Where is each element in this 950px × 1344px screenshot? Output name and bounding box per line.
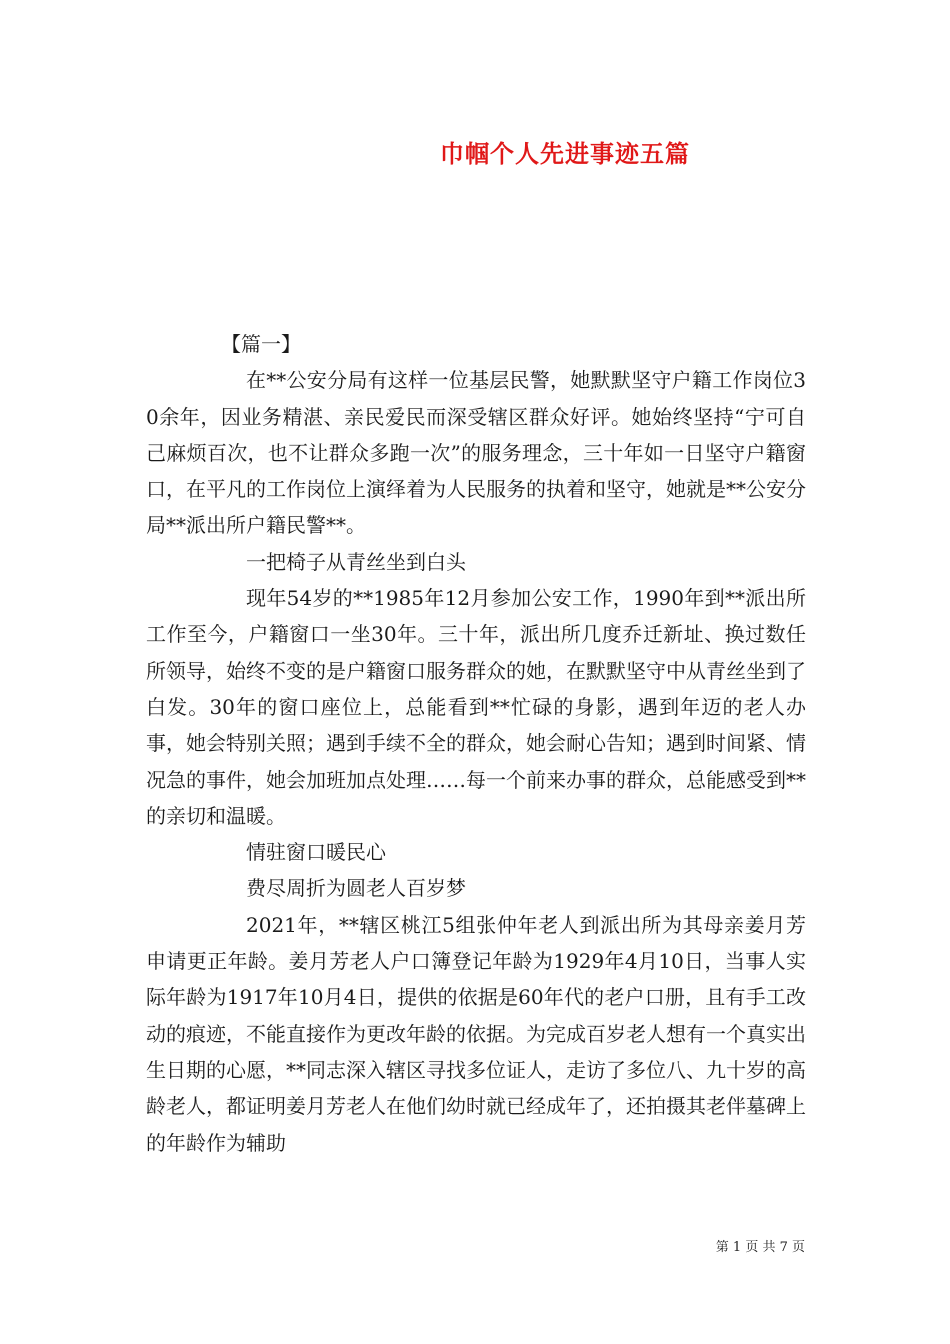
paragraph-career: 现年54岁的**1985年12月参加公安工作，1990年到**派出所工作至今，户籍窗口一坐30年。三十年，派出所几度乔迁新址、换过数任所领导，始终不变的是户籍窗口服务群众的她，在默默坚守中从青丝坐到了白发。30年的窗口座位上，总能看到**忙碌的身影，遇到年迈的老人办事，她会特别关照；遇到手续不全的群众，她会耐心告知；遇到时间紧、情况急的事件，她会加班加点处理……每一个前来办事的群众，总能感受到**的亲切和温暖。 xyxy=(146,586,806,828)
section-label: 【篇一】 xyxy=(221,332,301,356)
document-title: 巾帼个人先进事迹五篇 xyxy=(440,139,690,168)
paragraph-intro: 在**公安分局有这样一位基层民警，她默默坚守户籍工作岗位30余年，因业务精湛、亲民爱民而深受辖区群众好评。她始终坚持“宁可自己麻烦百次，也不让群众多跑一次”的服务理念，三十年如一日坚守户籍窗口，在平凡的工作岗位上演绎着为人民服务的执着和坚守，她就是**公安分局**派出所户籍民警**。 xyxy=(146,368,806,538)
paragraph-centenarian: 2021年，**辖区桃江5组张仲年老人到派出所为其母亲姜月芳申请更正年龄。姜月芳老人户口簿登记年龄为1929年4月10日，当事人实际年龄为1917年10月4日，提供的依据是60年代的老户口册，且有手工改动的痕迹，不能直接作为更改年龄的依据。为完成百岁老人想有一个真实出生日期的心愿，**同志深入辖区寻找多位证人，走访了多位八、九十岁的高龄老人，都证明姜月芳老人在他们幼时就已经成年了，还拍摄其老伴墓碑上的年龄作为辅助 xyxy=(146,912,806,1155)
page-footer: 第 1 页 共 7 页 xyxy=(715,1240,805,1255)
subheading-chair: 一把椅子从青丝坐到白头 xyxy=(246,549,466,574)
document-body xyxy=(146,326,806,1161)
subheading-window: 情驻窗口暖民心 xyxy=(246,840,386,865)
subheading-centenarian: 费尽周折为圆老人百岁梦 xyxy=(246,876,466,901)
